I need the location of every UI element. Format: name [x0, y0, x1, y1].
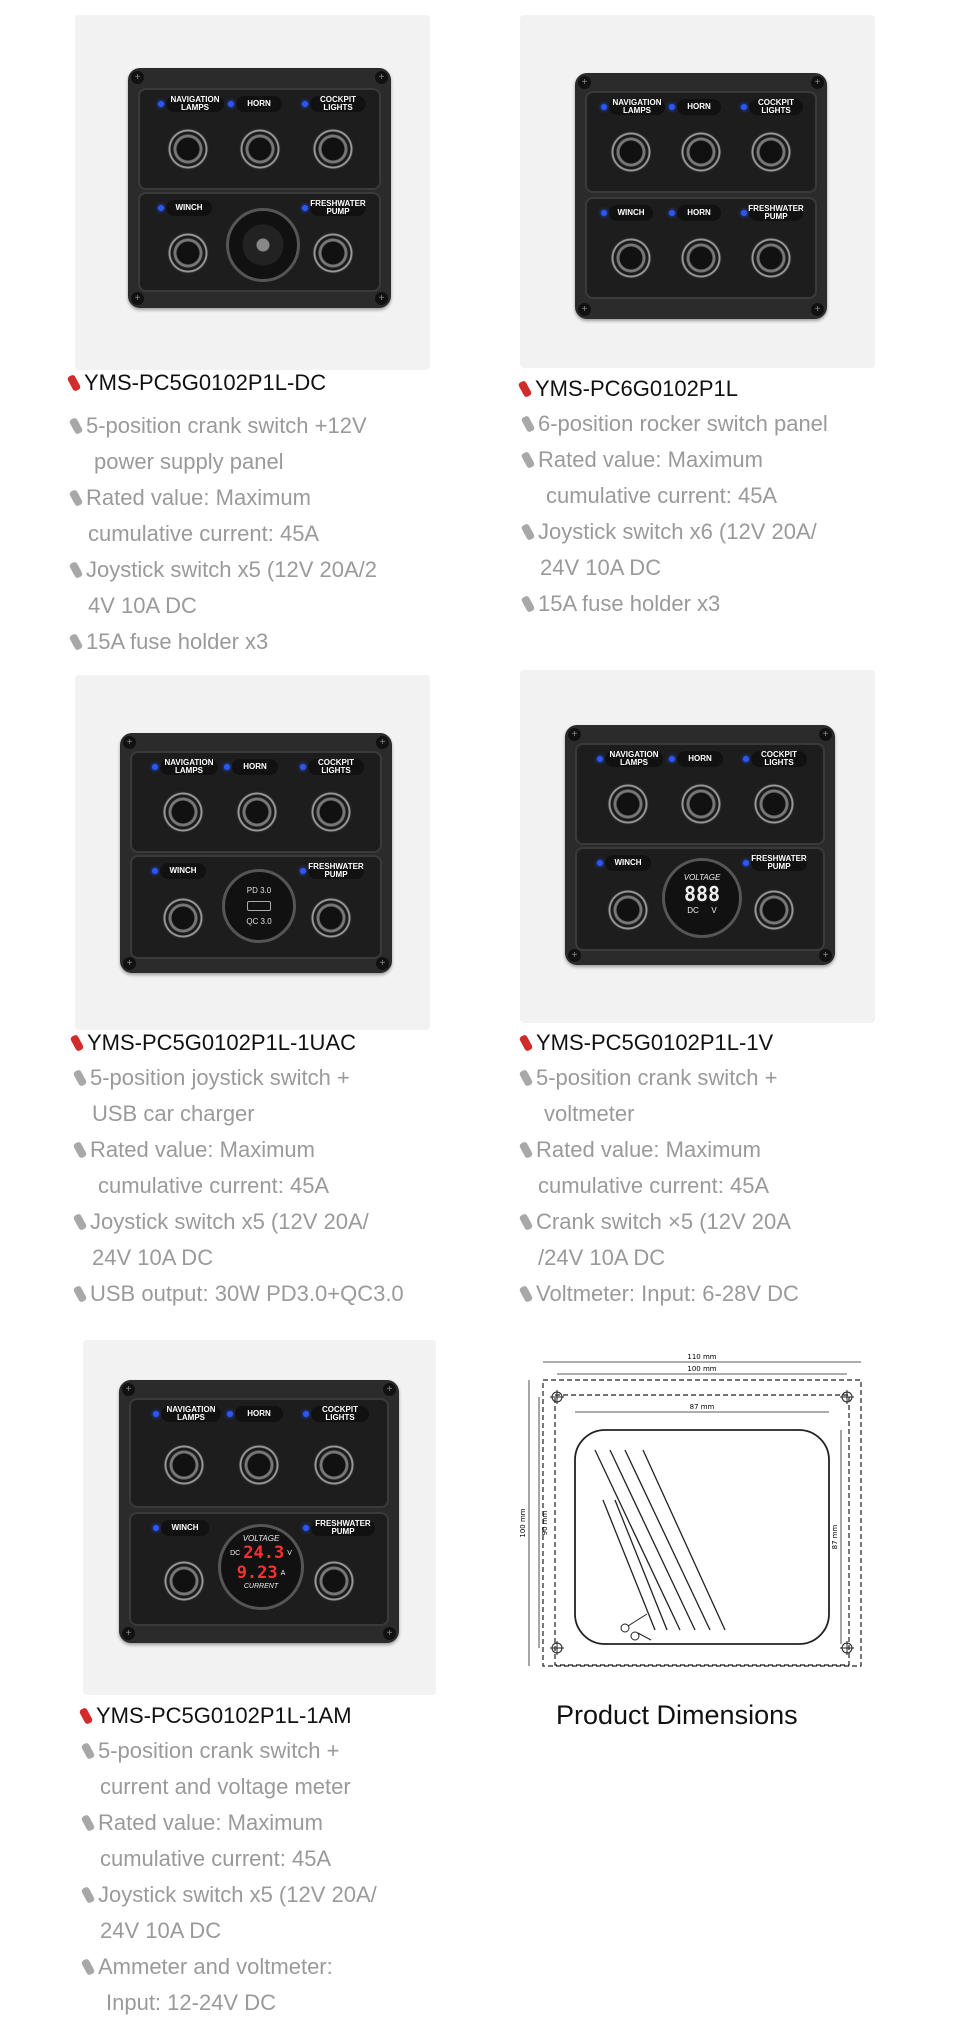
grey-bullet-icon	[521, 451, 536, 469]
led-indicator	[227, 1411, 233, 1417]
switch-label: COCKPIT LIGHTS	[749, 99, 803, 115]
feature-item: Joystick switch x6 (12V 20A/	[524, 514, 828, 550]
switch-label: FRESHWATER PUMP	[310, 199, 366, 216]
feature-item: 5-position joystick switch +	[76, 1060, 404, 1096]
led-indicator	[152, 764, 158, 770]
top-switch-row	[138, 88, 381, 190]
feature-item: 15A fuse holder x3	[524, 586, 828, 622]
screw-icon: +	[375, 71, 388, 84]
product-image-card-4	[520, 670, 875, 1023]
feature-item: Joystick switch x5 (12V 20A/	[76, 1204, 404, 1240]
led-indicator	[601, 104, 607, 110]
led-indicator	[302, 205, 308, 211]
toggle-switch[interactable]	[162, 897, 204, 939]
product-image-card-2	[520, 15, 875, 368]
red-bullet-icon	[70, 1034, 85, 1052]
led-indicator	[153, 1525, 159, 1531]
feature-item: Rated value: Maximum	[76, 1132, 404, 1168]
screw-icon: +	[568, 949, 581, 962]
led-indicator	[669, 104, 675, 110]
grey-bullet-icon	[73, 1285, 88, 1303]
product-image-card-5	[83, 1340, 436, 1695]
grey-bullet-icon	[519, 1285, 534, 1303]
meter-left-label: DC	[687, 906, 699, 915]
top-switch-row	[129, 1398, 389, 1508]
led-indicator	[669, 210, 675, 216]
switch-label: WINCH	[605, 855, 651, 871]
switch-label: NAVIGATION LAMPS	[166, 96, 224, 112]
meter-title: VOLTAGE	[683, 873, 721, 882]
red-bullet-icon	[519, 1034, 534, 1052]
screw-icon: +	[819, 728, 832, 741]
switch-panel	[575, 73, 827, 319]
led-indicator	[153, 1411, 159, 1417]
bottom-switch-row	[129, 1512, 389, 1626]
led-indicator	[158, 205, 164, 211]
led-indicator	[597, 860, 603, 866]
led-indicator	[741, 104, 747, 110]
switch-panel	[128, 68, 391, 308]
feature-list	[524, 406, 828, 622]
switch-label: WINCH	[160, 863, 206, 879]
switch-panel	[120, 733, 392, 973]
toggle-switch[interactable]	[610, 237, 652, 279]
bottom-switch-row	[138, 192, 381, 292]
feature-item-continued: 24V 10A DC	[540, 555, 662, 580]
screw-icon: +	[383, 1383, 396, 1396]
led-indicator	[300, 868, 306, 874]
switch-label: HORN	[677, 751, 723, 767]
grey-bullet-icon	[521, 595, 536, 613]
switch-label: FRESHWATER PUMP	[308, 862, 364, 879]
toggle-switch[interactable]	[312, 128, 354, 170]
model-heading: YMS-PC5G0102P1L-1UAC	[73, 1030, 356, 1056]
feature-item: 15A fuse holder x3	[72, 624, 377, 660]
dimension-drawing	[515, 1350, 875, 1680]
meter-footer: CURRENT	[243, 1583, 279, 1590]
led-indicator	[597, 756, 603, 762]
feature-item: 6-position rocker switch panel	[524, 406, 828, 442]
feature-item-continued: /24V 10A DC	[538, 1245, 666, 1270]
switch-label: HORN	[232, 759, 278, 775]
screw-icon: +	[375, 292, 388, 305]
bottom-switch-row	[585, 197, 817, 299]
switch-label: COCKPIT LIGHTS	[308, 759, 364, 775]
switch-label: NAVIGATION LAMPS	[160, 759, 218, 775]
screw-icon: +	[131, 292, 144, 305]
toggle-switch[interactable]	[313, 1444, 355, 1486]
led-indicator	[741, 210, 747, 216]
screw-icon: +	[578, 76, 591, 89]
dim-inner-height: 87 mm	[831, 1524, 839, 1550]
led-indicator	[224, 764, 230, 770]
voltmeter-display	[662, 858, 742, 938]
feature-item: 5-position crank switch +	[522, 1060, 799, 1096]
feature-item: Rated value: Maximum	[522, 1132, 799, 1168]
feature-item-continued: Input: 12-24V DC	[106, 1990, 276, 2015]
red-bullet-icon	[67, 374, 82, 392]
grey-bullet-icon	[69, 561, 84, 579]
switch-panel	[565, 725, 835, 965]
switch-label: COCKPIT LIGHTS	[751, 751, 807, 767]
switch-label: WINCH	[166, 200, 212, 216]
screw-icon: +	[811, 76, 824, 89]
feature-item: Rated value: Maximum	[524, 442, 828, 478]
meter-title: VOLTAGE	[242, 1534, 280, 1543]
led-indicator	[158, 101, 164, 107]
toggle-switch[interactable]	[607, 889, 649, 931]
screw-icon: +	[122, 1627, 135, 1640]
scissors-icon	[621, 1614, 651, 1640]
meter-right-label: V	[711, 906, 717, 915]
toggle-switch[interactable]	[238, 1444, 280, 1486]
feature-item: Rated value: Maximum	[72, 480, 377, 516]
toggle-switch[interactable]	[750, 131, 792, 173]
feature-item-continued: cumulative current: 45A	[98, 1173, 330, 1198]
switch-label: WINCH	[161, 1520, 209, 1536]
grey-bullet-icon	[521, 523, 536, 541]
feature-list	[72, 408, 377, 660]
feature-item: Joystick switch x5 (12V 20A/2	[72, 552, 377, 588]
grey-bullet-icon	[81, 1742, 96, 1760]
bottom-switch-row	[130, 855, 382, 959]
model-heading: YMS-PC5G0102P1L-1AM	[82, 1703, 352, 1729]
dim-overall-height: 100 mm	[519, 1508, 527, 1538]
switch-label: HORN	[236, 96, 282, 112]
feature-item: 5-position crank switch +	[84, 1733, 377, 1769]
toggle-switch[interactable]	[753, 783, 795, 825]
toggle-switch[interactable]	[313, 1560, 355, 1602]
feature-item-continued: 4V 10A DC	[88, 593, 197, 618]
screw-icon: +	[819, 949, 832, 962]
screw-icon: +	[122, 1383, 135, 1396]
toggle-switch[interactable]	[239, 128, 281, 170]
feature-item-continued: cumulative current: 45A	[546, 483, 778, 508]
toggle-switch[interactable]	[310, 791, 352, 833]
toggle-switch[interactable]	[750, 237, 792, 279]
led-indicator	[152, 868, 158, 874]
grey-bullet-icon	[73, 1141, 88, 1159]
dim-inner-width: 87 mm	[689, 1403, 715, 1411]
current-reading: 9.23	[236, 1563, 278, 1583]
voltage-unit: V	[287, 1549, 292, 1557]
switch-label: COCKPIT LIGHTS	[311, 1406, 369, 1422]
grey-bullet-icon	[519, 1069, 534, 1087]
screw-icon: +	[811, 303, 824, 316]
feature-list	[76, 1060, 404, 1312]
screw-icon: +	[383, 1627, 396, 1640]
toggle-switch[interactable]	[680, 131, 722, 173]
feature-item: Crank switch ×5 (12V 20A	[522, 1204, 799, 1240]
feature-item: Voltmeter: Input: 6-28V DC	[522, 1276, 799, 1312]
dimensions-title: Product Dimensions	[556, 1700, 798, 1730]
dim-hole-spacing: 100 mm	[687, 1365, 717, 1373]
product-image-card-1	[75, 15, 430, 370]
feature-item-continued: cumulative current: 45A	[100, 1846, 332, 1871]
usb-charger[interactable]	[222, 869, 296, 943]
feature-list	[522, 1060, 799, 1312]
grey-bullet-icon	[521, 415, 536, 433]
led-indicator	[228, 101, 234, 107]
usb-c-port-label: PD 3.0	[246, 886, 272, 895]
toggle-switch[interactable]	[167, 232, 209, 274]
feature-item: Ammeter and voltmeter:	[84, 1949, 377, 1985]
toggle-switch[interactable]	[163, 1560, 205, 1602]
switch-label: HORN	[235, 1406, 283, 1422]
feature-item: USB output: 30W PD3.0+QC3.0	[76, 1276, 404, 1312]
led-indicator	[302, 101, 308, 107]
switch-label: WINCH	[609, 205, 653, 221]
dim-hole-height: 90 mm	[541, 1510, 549, 1536]
screw-icon: +	[376, 736, 389, 749]
feature-item: 5-position crank switch +12V	[72, 408, 377, 444]
screw-icon: +	[568, 728, 581, 741]
switch-label: FRESHWATER PUMP	[751, 854, 807, 871]
top-switch-row	[130, 751, 382, 853]
ammeter-voltmeter-display	[218, 1524, 304, 1610]
voltage-reading: 24.3	[243, 1543, 285, 1563]
model-heading: YMS-PC6G0102P1L	[521, 376, 738, 402]
grey-bullet-icon	[81, 1814, 96, 1832]
led-indicator	[303, 1525, 309, 1531]
switch-label: COCKPIT LIGHTS	[310, 96, 366, 112]
dim-overall-width: 110 mm	[687, 1353, 717, 1361]
red-bullet-icon	[518, 380, 533, 398]
switch-label: NAVIGATION LAMPS	[161, 1406, 221, 1422]
red-bullet-icon	[79, 1707, 94, 1725]
toggle-switch[interactable]	[167, 128, 209, 170]
toggle-switch[interactable]	[610, 131, 652, 173]
feature-item: Rated value: Maximum	[84, 1805, 377, 1841]
switch-label: FRESHWATER PUMP	[311, 1520, 375, 1536]
led-indicator	[300, 764, 306, 770]
feature-item-continued: USB car charger	[92, 1101, 255, 1126]
grey-bullet-icon	[73, 1213, 88, 1231]
top-switch-row	[575, 743, 825, 845]
led-indicator	[601, 210, 607, 216]
meter-digits: 888	[683, 882, 721, 906]
grey-bullet-icon	[81, 1958, 96, 1976]
screw-icon: +	[123, 736, 136, 749]
model-heading: YMS-PC5G0102P1L-1V	[522, 1030, 773, 1056]
toggle-switch[interactable]	[162, 791, 204, 833]
grey-bullet-icon	[69, 633, 84, 651]
usb-a-port-label: QC 3.0	[246, 917, 272, 926]
grey-bullet-icon	[69, 417, 84, 435]
usb-port-icon	[247, 901, 271, 911]
toggle-switch[interactable]	[312, 232, 354, 274]
feature-item-continued: cumulative current: 45A	[538, 1173, 770, 1198]
switch-label: NAVIGATION LAMPS	[609, 99, 665, 115]
screw-icon: +	[376, 957, 389, 970]
toggle-switch[interactable]	[310, 897, 352, 939]
product-image-card-3	[75, 675, 430, 1030]
led-indicator	[743, 860, 749, 866]
feature-list	[84, 1733, 377, 2021]
feature-item-continued: current and voltage meter	[100, 1774, 351, 1799]
screw-icon: +	[123, 957, 136, 970]
top-switch-row	[585, 91, 817, 193]
current-unit: A	[280, 1569, 286, 1577]
meter-left-label: DC	[230, 1549, 241, 1557]
led-indicator	[669, 756, 675, 762]
feature-item-continued: 24V 10A DC	[100, 1918, 222, 1943]
grey-bullet-icon	[81, 1886, 96, 1904]
toggle-switch[interactable]	[607, 783, 649, 825]
feature-item-continued: voltmeter	[544, 1101, 635, 1126]
bottom-switch-row	[575, 847, 825, 951]
model-heading: YMS-PC5G0102P1L-DC	[70, 370, 326, 396]
grey-bullet-icon	[69, 489, 84, 507]
feature-item-continued: 24V 10A DC	[92, 1245, 214, 1270]
led-indicator	[743, 756, 749, 762]
toggle-switch[interactable]	[163, 1444, 205, 1486]
grey-bullet-icon	[519, 1213, 534, 1231]
switch-label: NAVIGATION LAMPS	[605, 751, 663, 767]
led-indicator	[303, 1411, 309, 1417]
grey-bullet-icon	[519, 1141, 534, 1159]
switch-label: FRESHWATER PUMP	[748, 204, 804, 221]
screw-icon: +	[578, 303, 591, 316]
switch-label: HORN	[677, 99, 721, 115]
switch-panel	[119, 1380, 399, 1643]
feature-item: Joystick switch x5 (12V 20A/	[84, 1877, 377, 1913]
toggle-switch[interactable]	[236, 791, 278, 833]
grey-bullet-icon	[73, 1069, 88, 1087]
feature-item-continued: cumulative current: 45A	[88, 521, 320, 546]
toggle-switch[interactable]	[753, 889, 795, 931]
feature-item-continued: power supply panel	[94, 449, 284, 474]
toggle-switch[interactable]	[680, 783, 722, 825]
toggle-switch[interactable]	[680, 237, 722, 279]
screw-icon: +	[131, 71, 144, 84]
switch-label: HORN	[677, 205, 721, 221]
power-socket[interactable]	[226, 208, 300, 282]
